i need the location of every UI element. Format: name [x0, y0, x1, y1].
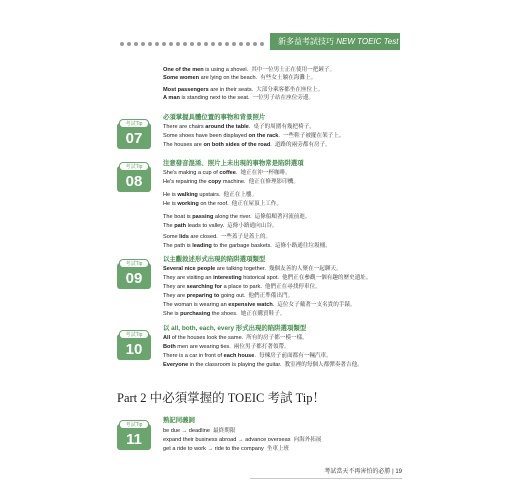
tip-badge-09	[117, 263, 151, 289]
tip-badge-number: 09	[125, 270, 143, 287]
tip-badge-number: 08	[125, 173, 143, 190]
tip-badge-08	[117, 166, 151, 192]
example-sentence: Some women are lying on the beach. 有些女士躺在海灘上。	[163, 75, 317, 81]
example-sentence: They are searching for a place to park. 他們正在尋找停車位。	[163, 284, 321, 290]
leader-dot	[155, 42, 159, 46]
tip-badge-label: 考試Tip	[119, 162, 149, 171]
leader-dot	[246, 42, 250, 46]
footer-rule	[250, 478, 402, 479]
example-sentence: She is purchasing the shoes. 她正在購買鞋子。	[163, 311, 286, 317]
leader-dot	[211, 42, 215, 46]
page-footer: 考試當天不再害怕的必勝 | 19	[324, 469, 402, 475]
example-sentence: The path leads to valley. 這條小路通向山谷。	[163, 223, 278, 229]
example-sentence: A man is standing next to the seat. 一位男子站在座位旁邊。	[163, 95, 315, 101]
leader-dot	[239, 42, 243, 46]
tip-badge-number: 10	[125, 341, 143, 358]
tip-badge-label: 考試Tip	[119, 420, 149, 429]
example-sentence: The houses are on both sides of the road. 道路的兩旁都有房子。	[163, 142, 331, 148]
tip-badge-number: 07	[125, 130, 143, 147]
leader-dot	[204, 42, 208, 46]
tip-badge-11	[117, 424, 151, 450]
leader-dot	[225, 42, 229, 46]
example-sentence: They are visiting an interesting historical spot. 他們正在參觀一個有趣的歷史遺址。	[163, 275, 372, 281]
tip-title: 必須掌握具體位置的事物和背景照片	[163, 114, 266, 121]
example-sentence: Several nice people are talking together. 幾個友善的人聚在一起聊天。	[163, 266, 342, 272]
tip-title: 注意發音混淆、照片上未出現的事物常是陷阱選項	[163, 160, 304, 167]
tip-badge-label: 考試Tip	[119, 259, 149, 268]
leader-dot	[148, 42, 152, 46]
synonym-line: be due → deadline 最終期限	[163, 428, 236, 434]
tip-badge-07	[117, 123, 151, 149]
synonym-line: expand their business abroad → advance overseas 向海外拓展	[163, 437, 322, 443]
leader-dot	[253, 42, 257, 46]
header-title-zh: 新多益考試技巧	[278, 37, 334, 46]
synonym-line: get a ride to work → ride to the company 坐車上班	[163, 446, 290, 452]
example-sentence: He is walking upstairs. 他正在上樓。	[163, 192, 258, 198]
example-sentence: The path is leading to the garbage baskets. 這條小路通往垃圾桶。	[163, 243, 331, 249]
tip-badge-number: 11	[126, 431, 142, 448]
leader-dot	[260, 42, 264, 46]
example-sentence: Both men are wearing ties. 兩位男子都打著領帶。	[163, 344, 290, 350]
leader-dot	[197, 42, 201, 46]
leader-dot	[218, 42, 222, 46]
example-sentence: Some shoes have been displayed on the rack. 一些鞋子被擺在架子上。	[163, 133, 345, 139]
tip-title: 以主觀敘述形式出現的陷阱選項類型	[163, 256, 266, 263]
example-sentence: The woman is wearing an expensive watch. 這位女子戴著一支名貴的手錶。	[163, 302, 356, 308]
tip-title: 以 all, both, each, every 形式出現的陷阱選項類型	[163, 325, 307, 332]
example-sentence: They are preparing to going out. 他們正準備出門。	[163, 293, 294, 299]
leader-dot	[183, 42, 187, 46]
example-sentence: Some lids are closed. 一些蓋子是蓋上的。	[163, 234, 272, 240]
example-sentence: All of the houses look the same. 所有的房子都一模一樣。	[163, 335, 308, 341]
leader-dot	[169, 42, 173, 46]
example-sentence: The boat is passing along the river. 這條船順著河流前進。	[163, 214, 311, 220]
tip-badge-label: 考試Tip	[119, 330, 149, 339]
leader-dot	[162, 42, 166, 46]
example-sentence: There are chairs around the table. 桌子的周圍有幾把椅子。	[163, 124, 315, 130]
tip-badge-label: 考試Tip	[119, 119, 149, 128]
leader-dot	[127, 42, 131, 46]
leader-dot	[120, 42, 124, 46]
example-sentence: There is a car in front of each house. 每棟房子前面都有一輛汽車。	[163, 353, 332, 359]
example-sentence: Everyone in the classroom is playing the guitar. 教室裡的每個人都彈奏著吉他。	[163, 362, 363, 368]
leader-dot	[190, 42, 194, 46]
example-sentence: Most passengers are in their seats. 大部分乘客都坐在座位上。	[163, 87, 324, 93]
example-sentence: She's making a cup of coffee. 她正在沖一杯咖啡。	[163, 170, 291, 176]
leader-dot	[134, 42, 138, 46]
leader-dot	[176, 42, 180, 46]
tip-badge-10	[117, 334, 151, 360]
tip-title: 熟記同義詞	[163, 417, 195, 424]
leader-dot	[232, 42, 236, 46]
example-sentence: He's repairing the copy machine. 他正在修理影印機。	[163, 179, 299, 185]
header-dot-leader	[120, 40, 270, 48]
section-header-bar	[270, 33, 416, 50]
header-title-en: NEW TOEIC Test Tips	[336, 37, 416, 46]
part2-heading: Part 2 中必須掌握的 TOEIC 考試 Tip！	[117, 391, 326, 405]
leader-dot	[141, 42, 145, 46]
example-sentence: He is working on the roof. 他正在屋頂上工作。	[163, 201, 282, 207]
example-sentence: One of the men is using a shovel. 其中一位男士正在使用一把鏟子。	[163, 67, 336, 73]
